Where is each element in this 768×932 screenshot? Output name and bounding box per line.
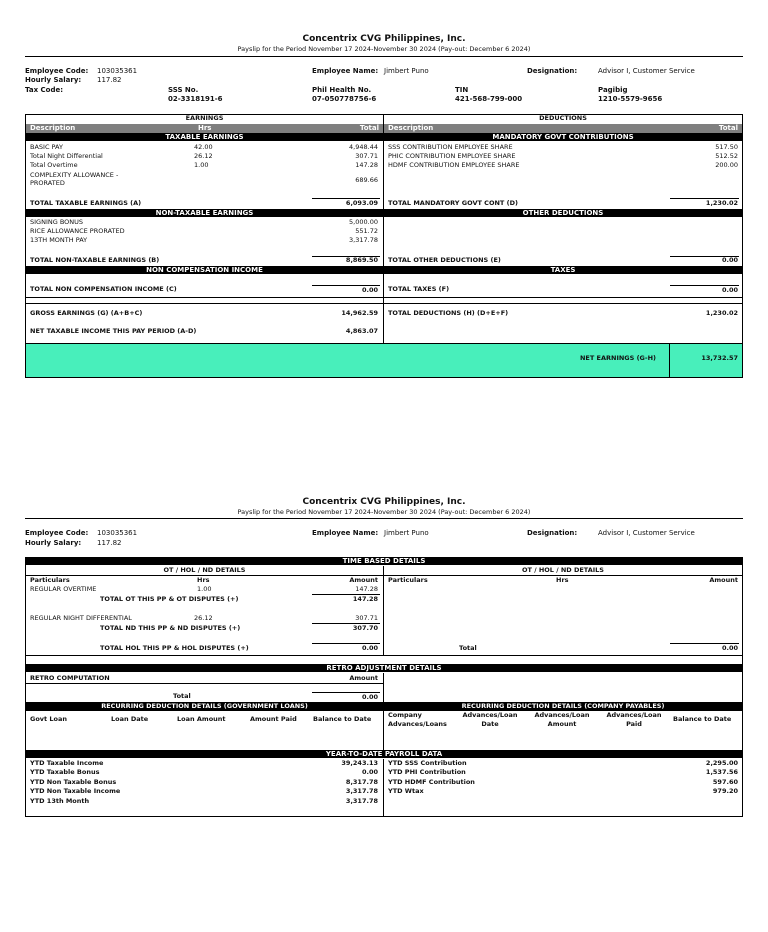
table-row-hrs: 1.00 (194, 161, 209, 169)
ytd-label: YTD Wtax (388, 787, 424, 795)
table-row-amount: 307.71 (355, 614, 378, 622)
table-row-desc: HDMF CONTRIBUTION EMPLOYEE SHARE (388, 161, 520, 169)
hol-total-label: TOTAL HOL THIS PP & HOL DISPUTES (+) (100, 644, 249, 652)
ot-details-header-left: OT / HOL / ND DETAILS (163, 566, 246, 574)
pagibig-label: Pagibig (598, 86, 628, 94)
net-earnings-label: NET EARNINGS (G-H) (579, 354, 656, 362)
ytd-label: YTD Non Taxable Bonus (30, 778, 117, 786)
table-row-desc: REGULAR OVERTIME (30, 585, 97, 593)
table-row-total: 512.52 (715, 152, 738, 160)
pay-period: Payslip for the Period November 17 2024-November 30 2024 (Pay-out: December 6 2024) (237, 45, 531, 53)
table-row-hrs: 1.00 (197, 585, 212, 593)
table-row-amount: 147.28 (355, 585, 378, 593)
col-advance-amount-2: Amount (547, 720, 577, 728)
deductions-header: DEDUCTIONS (539, 114, 587, 122)
total-deductions: 1,230.02 (705, 309, 738, 317)
column-divider (383, 566, 384, 655)
table-row-desc-cont: PRORATED (30, 179, 65, 187)
earnings-deductions-table (25, 114, 743, 378)
section-rule (26, 683, 383, 684)
table-row-desc: PHIC CONTRIBUTION EMPLOYEE SHARE (388, 152, 516, 160)
col-loan-date: Loan Date (111, 715, 149, 723)
table-row-hrs: 26.12 (194, 614, 213, 622)
deductions-col-header (384, 124, 742, 133)
col-advance-date: Advances/Loan (462, 711, 518, 719)
employee-name: Jimbert Puno (384, 529, 429, 537)
hol-total: 0.00 (361, 644, 378, 652)
net-earnings: 13,732.57 (701, 354, 738, 362)
noncomp-total: 0.00 (361, 286, 378, 294)
gross-earnings: 14,962.59 (341, 309, 378, 317)
mandatory-total-label: TOTAL MANDATORY GOVT CONT (D) (388, 199, 518, 207)
net-taxable: 4,863.07 (345, 327, 378, 335)
nontaxable-total: 8,869.50 (345, 256, 378, 264)
col-amount-paid: Amount Paid (250, 715, 297, 723)
col-balance: Balance to Date (673, 715, 732, 723)
designation: Advisor I, Customer Service (598, 67, 695, 75)
col-govt-loan: Govt Loan (30, 715, 68, 723)
col-advance-date-2: Date (481, 720, 499, 728)
col-advance-paid-2: Paid (626, 720, 642, 728)
table-row-hrs: 42.00 (194, 143, 213, 151)
gross-earnings-label: GROSS EARNINGS (G) (A+B+C) (30, 309, 143, 317)
net-divider (669, 343, 670, 377)
mandatory-total: 1,230.02 (705, 199, 738, 207)
recurring-company-header: RECURRING DEDUCTION DETAILS (COMPANY PAYABLES) (461, 702, 665, 710)
table-row-total: 200.00 (715, 161, 738, 169)
section-rule (26, 655, 742, 656)
table-row-hrs: 26.12 (194, 152, 213, 160)
col-amount: Amount (349, 576, 378, 584)
table-row-total: 147.28 (355, 161, 378, 169)
table-row-total: 517.50 (715, 143, 738, 151)
employee-name-label: Employee Name: (312, 529, 379, 537)
header-rule (25, 56, 743, 57)
table-row-desc: BASIC PAY (30, 143, 63, 151)
hourly-salary: 117.82 (97, 76, 122, 84)
hourly-salary-label: Hourly Salary: (25, 76, 82, 84)
ytd-label: YTD Taxable Bonus (30, 768, 100, 776)
ytd-label: YTD Non Taxable Income (30, 787, 121, 795)
ytd-label: YTD Taxable Income (30, 759, 104, 767)
other-deductions-bar: OTHER DEDUCTIONS (384, 209, 742, 217)
column-divider (383, 759, 384, 816)
table-row-total: 4,948.44 (349, 143, 378, 151)
tax-code-label: Tax Code: (25, 86, 64, 94)
table-row-desc: COMPLEXITY ALLOWANCE - (30, 171, 119, 179)
ot-details-header-right: OT / HOL / ND DETAILS (521, 566, 604, 574)
retro-total: 0.00 (361, 693, 378, 701)
col-amount: Amount (709, 576, 738, 584)
ytd-label: YTD PHI Contribution (388, 768, 466, 776)
table-row-desc: SSS CONTRIBUTION EMPLOYEE SHARE (388, 143, 513, 151)
table-row-total: 551.72 (355, 227, 378, 235)
nd-total-label: TOTAL ND THIS PP & ND DISPUTES (+) (100, 624, 241, 632)
table-row-desc: 13TH MONTH PAY (30, 236, 88, 244)
company-name: Concentrix CVG Philippines, Inc. (302, 34, 466, 44)
ytd-value: 2,295.00 (705, 759, 738, 767)
col-description: Description (30, 124, 76, 132)
retro-adjustment-bar: RETRO ADJUSTMENT DETAILS (26, 664, 742, 672)
tin-number: 421-568-799-000 (455, 95, 523, 103)
retro-computation-label: RETRO COMPUTATION (30, 674, 110, 682)
hourly-salary-label: Hourly Salary: (25, 539, 82, 547)
table-row-desc: SIGNING BONUS (30, 218, 84, 226)
column-divider (383, 673, 384, 702)
table-row-desc: Total Night Differential (30, 152, 103, 160)
philhealth-label: Phil Health No. (312, 86, 372, 94)
designation-label: Designation: (527, 529, 578, 537)
taxes-total: 0.00 (721, 286, 738, 294)
table-row-total: 307.71 (355, 152, 378, 160)
ytd-value: 979.20 (712, 787, 738, 795)
employee-code: 103035361 (97, 529, 138, 537)
table-row-desc: RICE ALLOWANCE PRORATED (30, 227, 125, 235)
table-row-desc: Total Overtime (30, 161, 78, 169)
mandatory-contrib-bar: MANDATORY GOVT CONTRIBUTIONS (384, 133, 742, 141)
company-name: Concentrix CVG Philippines, Inc. (302, 497, 466, 507)
recurring-gov-header: RECURRING DEDUCTION DETAILS (GOVERNMENT LOANS) (101, 702, 308, 710)
employee-name-label: Employee Name: (312, 67, 379, 75)
pagibig-number: 1210-5579-9656 (598, 95, 663, 103)
col-hrs: Hrs (197, 576, 210, 584)
hourly-salary: 117.82 (97, 539, 122, 547)
ytd-value: 0.00 (361, 768, 378, 776)
col-hrs: Hrs (556, 576, 569, 584)
earnings-header: EARNINGS (185, 114, 224, 122)
table-row-total: 5,000.00 (349, 218, 378, 226)
table-row-desc: REGULAR NIGHT DIFFERENTIAL (30, 614, 132, 622)
employee-code-label: Employee Code: (25, 67, 89, 75)
other-deductions-total-label: TOTAL OTHER DEDUCTIONS (E) (388, 256, 501, 264)
nontaxable-earnings-bar: NON-TAXABLE EARNINGS (26, 209, 383, 217)
tin-label: TIN (455, 86, 469, 94)
column-divider (383, 711, 384, 750)
ot-total: 147.28 (352, 595, 378, 603)
taxes-bar: TAXES (384, 266, 742, 274)
ytd-label: YTD HDMF Contribution (388, 778, 475, 786)
taxable-earnings-bar: TAXABLE EARNINGS (26, 133, 383, 141)
section-rule (26, 297, 742, 298)
employee-code: 103035361 (97, 67, 138, 75)
total-deductions-label: TOTAL DEDUCTIONS (H) (D+E+F) (388, 309, 509, 317)
designation: Advisor I, Customer Service (598, 529, 695, 537)
header-rule (25, 518, 743, 519)
employee-name: Jimbert Puno (384, 67, 429, 75)
col-advance-amount: Advances/Loan (534, 711, 590, 719)
ytd-value: 1,537.56 (705, 768, 738, 776)
ytd-bar: YEAR-TO-DATE PAYROLL DATA (26, 750, 742, 758)
col-particulars: Particulars (388, 576, 428, 584)
taxes-total-label: TOTAL TAXES (F) (388, 285, 450, 293)
section-rule (26, 303, 742, 304)
right-total-label: Total (459, 644, 477, 652)
col-advance-paid: Advances/Loan (606, 711, 662, 719)
ytd-label: YTD 13th Month (30, 797, 90, 805)
net-taxable-label: NET TAXABLE INCOME THIS PAY PERIOD (A-D) (30, 327, 197, 335)
time-based-bar: TIME BASED DETAILS (26, 557, 742, 565)
right-total: 0.00 (721, 644, 738, 652)
other-deductions-total: 0.00 (721, 256, 738, 264)
ytd-value: 597.60 (712, 778, 738, 786)
section-rule (26, 575, 742, 576)
retro-amount-label: Amount (349, 674, 378, 682)
col-loan-amount: Loan Amount (177, 715, 226, 723)
table-row-total: 689.66 (355, 176, 378, 184)
column-divider (383, 114, 384, 343)
earnings-col-header (26, 124, 383, 133)
nontaxable-total-label: TOTAL NON-TAXABLE EARNINGS (B) (30, 256, 160, 264)
noncomp-total-label: TOTAL NON COMPENSATION INCOME (C) (30, 285, 177, 293)
retro-total-label: Total (173, 692, 191, 700)
ytd-value: 3,317.78 (345, 787, 378, 795)
ytd-value: 3,317.78 (345, 797, 378, 805)
sss-number: 02-3318191-6 (168, 95, 223, 103)
ot-total-label: TOTAL OT THIS PP & OT DISPUTES (+) (100, 595, 239, 603)
ytd-label: YTD SSS Contribution (388, 759, 467, 767)
taxable-total: 6,093.09 (345, 199, 378, 207)
sss-label: SSS No. (168, 86, 199, 94)
col-company-advances: Company (388, 711, 422, 719)
taxable-total-label: TOTAL TAXABLE EARNINGS (A) (30, 199, 142, 207)
pay-period: Payslip for the Period November 17 2024-November 30 2024 (Pay-out: December 6 2024) (237, 508, 531, 516)
col-total: Total (359, 124, 379, 132)
col-total: Total (718, 124, 738, 132)
employee-code-label: Employee Code: (25, 529, 89, 537)
designation-label: Designation: (527, 67, 578, 75)
col-company-advances-2: Advances/Loans (388, 720, 447, 728)
noncomp-income-bar: NON COMPENSATION INCOME (26, 266, 383, 274)
col-balance: Balance to Date (313, 715, 372, 723)
ytd-value: 39,243.13 (341, 759, 378, 767)
col-particulars: Particulars (30, 576, 70, 584)
col-description: Description (388, 124, 434, 132)
ytd-value: 8,317.78 (345, 778, 378, 786)
table-row-total: 3,317.78 (349, 236, 378, 244)
col-hrs: Hrs (198, 124, 212, 132)
nd-total: 307.70 (352, 624, 378, 632)
philhealth-number: 07-050778756-6 (312, 95, 377, 103)
